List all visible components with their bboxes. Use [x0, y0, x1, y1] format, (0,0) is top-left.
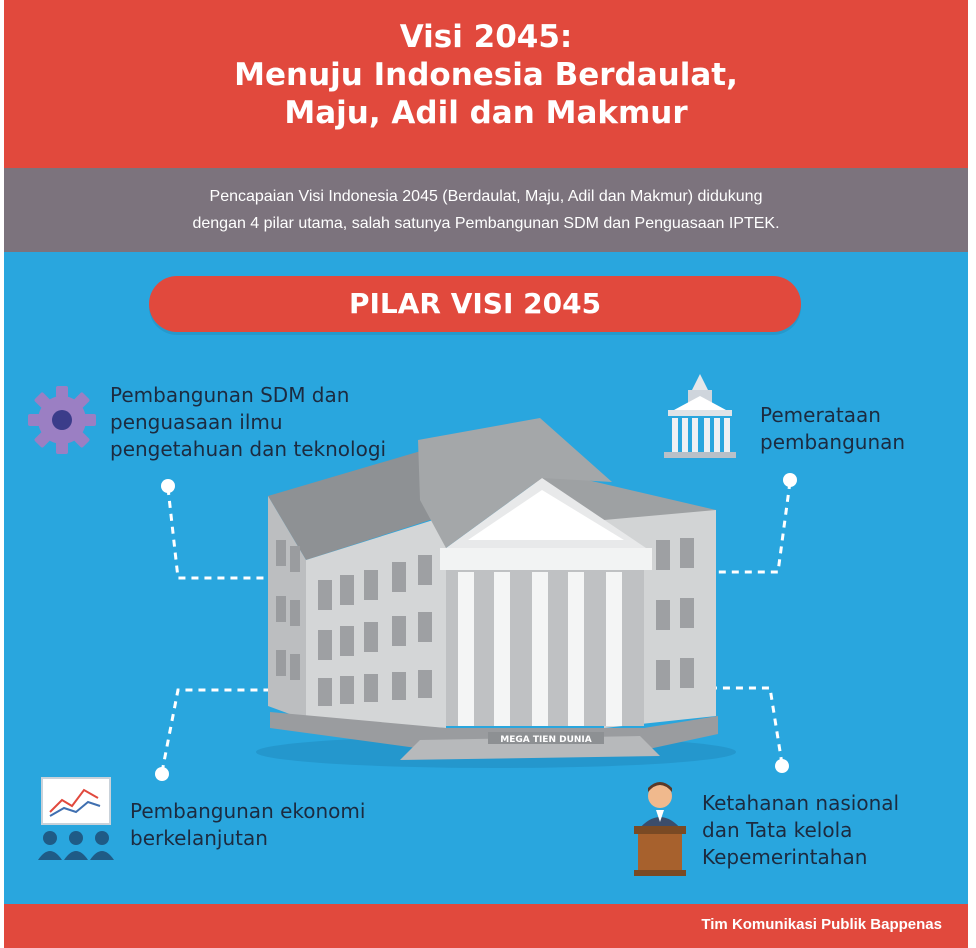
pillar-ekonomi-line-2: berkelanjutan — [130, 826, 268, 850]
title-line-3: Maju, Adil dan Makmur — [284, 95, 688, 131]
title-line-2: Menuju Indonesia Berdaulat, — [234, 57, 738, 93]
pillar-ketahanan-line-2: dan Tata kelola — [702, 818, 853, 842]
pillar-ekonomi-line-1: Pembangunan ekonomi — [130, 799, 366, 823]
title-line-1: Visi 2045: — [399, 19, 573, 55]
government-building-icon — [664, 374, 736, 458]
pillar-pemerataan — [760, 402, 905, 456]
government-building-illustration — [268, 418, 718, 760]
footer-bar — [4, 904, 968, 948]
pillar-sdm-line-2: penguasaan ilmu — [110, 410, 283, 434]
pillar-sdm-line-3: pengetahuan dan teknologi — [110, 437, 387, 461]
pillar-sdm-line-1: Pembangunan SDM dan — [110, 383, 350, 407]
pillar-ekonomi — [130, 798, 365, 852]
pillar-ketahanan-line-1: Ketahanan nasional — [702, 791, 900, 815]
footer-credit: Tim Komunikasi Publik Bappenas — [701, 916, 942, 933]
building-sign: MEGA TIEN DUNIA — [500, 735, 592, 745]
pillar-pemerataan-line-1: Pemerataan — [760, 403, 881, 427]
pillar-ketahanan — [702, 790, 899, 871]
economic-chart-audience-icon — [38, 778, 114, 860]
section-title-pill: PILAR VISI 2045 — [149, 276, 801, 332]
pillar-sdm-iptek — [110, 382, 386, 463]
speaker-podium-icon — [634, 782, 686, 876]
intro-line-2: dengan 4 pilar utama, salah satunya Pembangunan SDM dan Penguasaan IPTEK. — [192, 215, 780, 232]
gear-icon — [28, 386, 96, 454]
pillar-ketahanan-line-3: Kepemerintahan — [702, 845, 868, 869]
intro-line-1: Pencapaian Visi Indonesia 2045 (Berdaulat, Maju, Adil dan Makmur) didukung — [209, 188, 763, 205]
pillar-pemerataan-line-2: pembangunan — [760, 430, 906, 454]
